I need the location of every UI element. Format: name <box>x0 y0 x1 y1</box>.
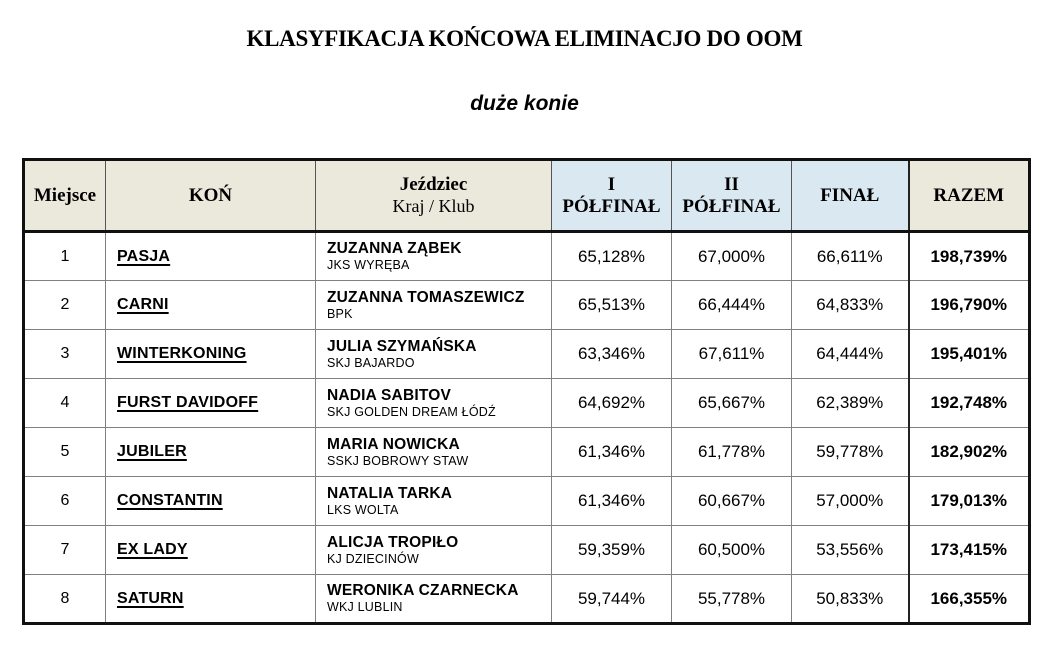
club-name: WKJ LUBLIN <box>327 600 403 615</box>
horse-cell <box>106 232 316 281</box>
club-name: SKJ BAJARDO <box>327 355 415 370</box>
horse-cell <box>106 526 316 575</box>
total-score: 196,790% <box>909 281 1030 330</box>
semifinal-1-score: 65,513% <box>552 281 672 330</box>
col-header-total <box>909 160 1030 232</box>
semifinal-1-score: 59,359% <box>552 526 672 575</box>
horse-cell <box>106 281 316 330</box>
horse-cell <box>106 477 316 526</box>
semifinal-2-score: 65,667% <box>672 379 792 428</box>
semifinal-1-score: 64,692% <box>552 379 672 428</box>
total-score: 195,401% <box>909 330 1030 379</box>
final-score: 50,833% <box>792 575 909 624</box>
semifinal-2-score: 67,000% <box>672 232 792 281</box>
rider-name: JULIA SZYMAŃSKA <box>327 337 477 355</box>
semifinal-1-score: 61,346% <box>552 428 672 477</box>
col-header-semifinal-1-numeral: I <box>607 173 616 195</box>
rider-cell <box>316 575 552 624</box>
semifinal-2-score: 60,667% <box>672 477 792 526</box>
rider-cell <box>316 330 552 379</box>
rider-name: NATALIA TARKA <box>327 484 453 502</box>
header-row <box>24 160 1030 232</box>
page-title: KLASYFIKACJA KOŃCOWA ELIMINACJO DO OOM <box>246 26 803 51</box>
table-row <box>24 330 1030 379</box>
horse-name: PASJA <box>117 247 171 265</box>
club-name: SKJ GOLDEN DREAM ŁÓDŹ <box>327 404 496 419</box>
table-row <box>24 379 1030 428</box>
table-row <box>24 281 1030 330</box>
total-score: 166,355% <box>909 575 1030 624</box>
rider-name: MARIA NOWICKA <box>327 435 460 453</box>
col-header-semifinal-1-label: PÓŁFINAŁ <box>562 195 661 217</box>
club-name: KJ DZIECINÓW <box>327 551 419 566</box>
total-score: 192,748% <box>909 379 1030 428</box>
final-score: 66,611% <box>792 232 909 281</box>
rider-name: ZUZANNA ZĄBEK <box>327 240 462 257</box>
horse-cell <box>106 575 316 624</box>
table-row <box>24 526 1030 575</box>
col-header-semifinal-2 <box>672 160 792 232</box>
table-row <box>24 477 1030 526</box>
semifinal-1-score: 61,346% <box>552 477 672 526</box>
table-row <box>24 428 1030 477</box>
club-name: LKS WOLTA <box>327 502 399 517</box>
club-name: BPK <box>327 306 353 321</box>
rider-name: ZUZANNA TOMASZEWICZ <box>327 288 525 306</box>
semifinal-2-score: 67,611% <box>672 330 792 379</box>
semifinal-2-score: 61,778% <box>672 428 792 477</box>
total-score: 182,902% <box>909 428 1030 477</box>
total-score: 173,415% <box>909 526 1030 575</box>
final-score: 53,556% <box>792 526 909 575</box>
col-header-place-label: Miejsce <box>33 184 97 206</box>
horse-name: CARNI <box>117 296 169 313</box>
rider-cell <box>316 232 552 281</box>
rider-cell <box>316 477 552 526</box>
total-score: 179,013% <box>909 477 1030 526</box>
col-header-place <box>24 160 106 232</box>
rider-name: WERONIKA CZARNECKA <box>327 582 519 599</box>
place-cell: 4 <box>24 379 106 428</box>
col-header-country-club-label: Kraj / Klub <box>392 196 475 216</box>
total-score: 198,739% <box>909 232 1030 281</box>
final-score: 64,833% <box>792 281 909 330</box>
horse-name: JUBILER <box>117 443 187 460</box>
results-table <box>22 158 1031 625</box>
col-header-rider-label: Jeździec <box>399 174 468 195</box>
final-score: 64,444% <box>792 330 909 379</box>
horse-name: FURST DAVIDOFF <box>117 394 259 411</box>
col-header-semifinal-2-numeral: II <box>724 173 739 195</box>
col-header-total-label: RAZEM <box>933 184 1005 206</box>
place-cell: 1 <box>24 232 106 281</box>
col-header-semifinal-2-label: PÓŁFINAŁ <box>682 195 781 217</box>
semifinal-1-score: 65,128% <box>552 232 672 281</box>
col-header-final-label: FINAŁ <box>820 184 880 206</box>
horse-cell <box>106 330 316 379</box>
semifinal-1-score: 59,744% <box>552 575 672 624</box>
horse-name: SATURN <box>117 589 184 607</box>
rider-cell <box>316 428 552 477</box>
horse-cell <box>106 379 316 428</box>
col-header-semifinal-1 <box>552 160 672 232</box>
horse-name: EX LADY <box>117 541 188 558</box>
rider-name: ALICJA TROPIŁO <box>327 533 459 551</box>
club-name: SSKJ BOBROWY STAW <box>327 453 469 468</box>
col-header-horse <box>106 160 316 232</box>
semifinal-2-score: 60,500% <box>672 526 792 575</box>
semifinal-1-score: 63,346% <box>552 330 672 379</box>
final-score: 57,000% <box>792 477 909 526</box>
col-header-final <box>792 160 909 232</box>
semifinal-2-score: 66,444% <box>672 281 792 330</box>
horse-name: WINTERKONING <box>117 345 247 362</box>
final-score: 59,778% <box>792 428 909 477</box>
rider-name: NADIA SABITOV <box>327 386 452 404</box>
table-row <box>24 232 1030 281</box>
rider-cell <box>316 379 552 428</box>
semifinal-2-score: 55,778% <box>672 575 792 624</box>
rider-cell <box>316 526 552 575</box>
place-cell: 2 <box>24 281 106 330</box>
place-cell: 8 <box>24 575 106 624</box>
page-subtitle: duże konie <box>470 92 579 115</box>
club-name: JKS WYRĘBA <box>327 258 410 273</box>
col-header-rider <box>316 160 552 232</box>
horse-cell <box>106 428 316 477</box>
place-cell: 6 <box>24 477 106 526</box>
rider-cell <box>316 281 552 330</box>
col-header-horse-label: KOŃ <box>188 184 233 206</box>
table-row <box>24 575 1030 624</box>
place-cell: 3 <box>24 330 106 379</box>
horse-name: CONSTANTIN <box>117 492 223 509</box>
place-cell: 5 <box>24 428 106 477</box>
final-score: 62,389% <box>792 379 909 428</box>
place-cell: 7 <box>24 526 106 575</box>
